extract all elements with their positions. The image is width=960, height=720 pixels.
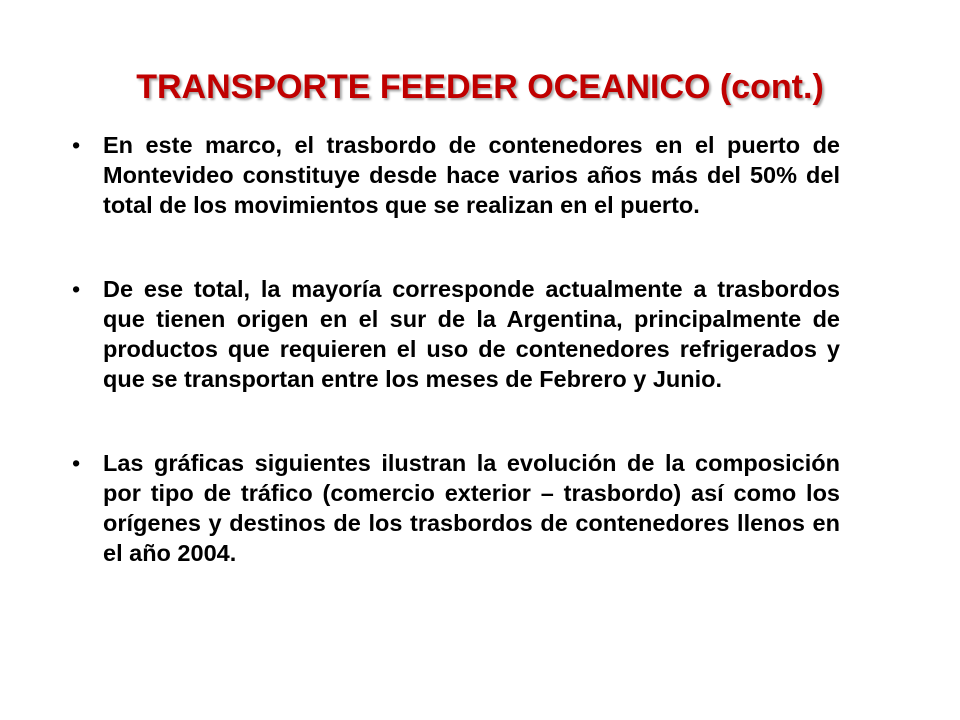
slide-title: TRANSPORTE FEEDER OCEANICO (cont.) bbox=[136, 68, 824, 106]
bullet-item bbox=[72, 274, 840, 394]
bullet-item bbox=[72, 448, 840, 568]
bullet-text: De ese total, la mayoría corresponde actualmente a trasbordos que tienen origen en el sur de la Argentina, principalmente de productos que requieren el uso de contenedores refrigerados y que se transportan entre los meses de Febrero y Junio. bbox=[103, 276, 840, 392]
bullet-text: En este marco, el trasbordo de contenedores en el puerto de Montevideo constituye desde hace varios años más del 50% del total de los movimientos que se realizan en el puerto. bbox=[103, 132, 840, 218]
bullet-text: Las gráficas siguientes ilustran la evolución de la composición por tipo de tráfico (comercio exterior – trasbordo) así como los orígenes y destinos de los trasbordos de contenedores llenos en el año 2004. bbox=[103, 450, 840, 566]
bullet-item bbox=[72, 130, 840, 220]
bullet-list bbox=[72, 130, 840, 568]
bullet-dot-icon: • bbox=[72, 450, 81, 476]
bullet-dot-icon: • bbox=[72, 276, 81, 302]
bullet-dot-icon: • bbox=[72, 132, 81, 158]
